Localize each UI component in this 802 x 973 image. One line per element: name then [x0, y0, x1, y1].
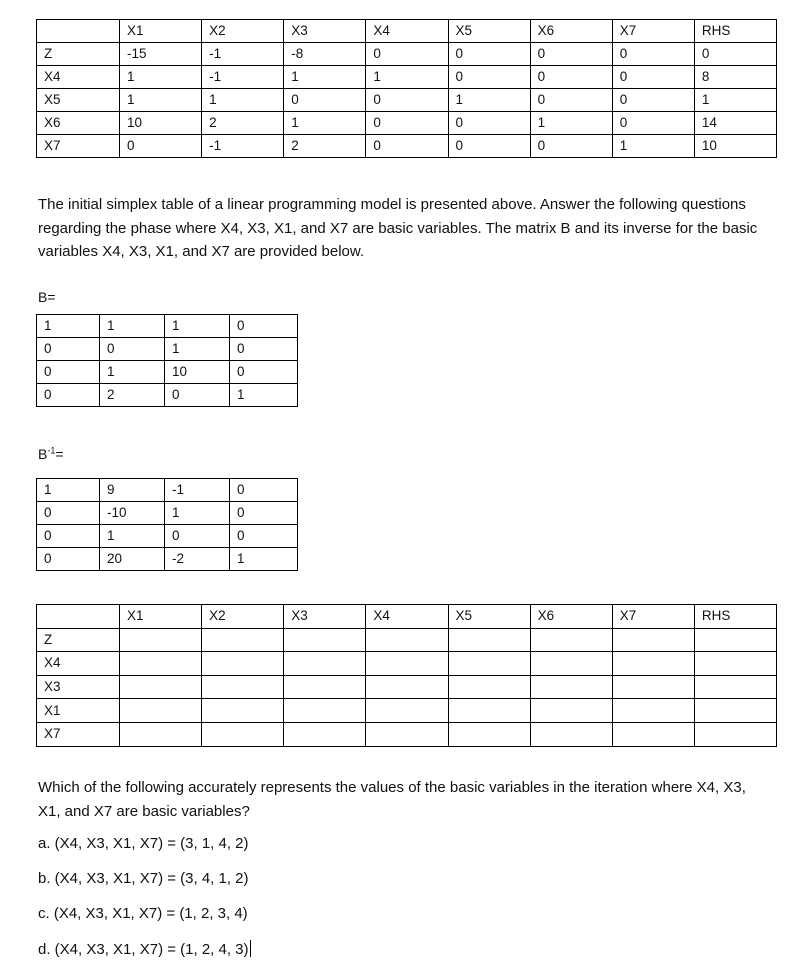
row-label: X3 [37, 675, 120, 699]
matrix-cell: 1 [230, 384, 298, 407]
option-a[interactable]: a. (X4, X3, X1, X7) = (3, 1, 4, 2) [38, 835, 249, 852]
empty-cell [448, 675, 530, 699]
table-cell: -1 [202, 135, 284, 158]
b-inverse-label [38, 446, 64, 462]
table-cell: 1 [284, 112, 366, 135]
row-label: X7 [37, 722, 120, 746]
table-cell: 1 [530, 112, 612, 135]
table-cell: 0 [612, 112, 694, 135]
table-row [37, 628, 777, 652]
b-inverse-matrix-table [36, 478, 298, 571]
empty-cell [694, 675, 776, 699]
matrix-cell: 0 [100, 338, 165, 361]
empty-cell [284, 628, 366, 652]
table-row [37, 43, 777, 66]
empty-cell [612, 628, 694, 652]
matrix-cell: 1 [100, 361, 165, 384]
empty-cell [120, 699, 202, 723]
empty-cell [530, 722, 612, 746]
option-b[interactable]: b. (X4, X3, X1, X7) = (3, 4, 1, 2) [38, 870, 249, 887]
empty-cell [202, 675, 284, 699]
matrix-cell: 20 [100, 548, 165, 571]
empty-cell [448, 722, 530, 746]
empty-cell [448, 628, 530, 652]
empty-cell [448, 699, 530, 723]
empty-cell [202, 652, 284, 676]
table-cell: 8 [694, 66, 776, 89]
header-cell: X5 [448, 20, 530, 43]
table-cell: 0 [366, 89, 448, 112]
matrix-cell: 1 [165, 338, 230, 361]
matrix-cell: -2 [165, 548, 230, 571]
header-cell: X1 [120, 605, 202, 629]
b-inverse-label-exponent: -1 [47, 445, 56, 456]
empty-cell [530, 628, 612, 652]
table-cell: 0 [448, 43, 530, 66]
empty-cell [366, 722, 448, 746]
empty-cell [120, 675, 202, 699]
empty-cell [284, 675, 366, 699]
header-cell: X3 [284, 605, 366, 629]
matrix-cell: 1 [100, 315, 165, 338]
text-cursor [250, 940, 251, 957]
table-cell: 0 [530, 89, 612, 112]
table-cell: -8 [284, 43, 366, 66]
table-row [37, 699, 777, 723]
matrix-cell: 0 [37, 361, 100, 384]
table-cell: 0 [366, 135, 448, 158]
table-row [37, 722, 777, 746]
matrix-cell: 1 [230, 548, 298, 571]
matrix-row [37, 384, 298, 407]
matrix-cell: 1 [165, 502, 230, 525]
option-d[interactable]: d. (X4, X3, X1, X7) = (1, 2, 4, 3) [38, 941, 249, 958]
table-cell: 1 [612, 135, 694, 158]
b-inverse-label-equals: = [55, 446, 64, 462]
header-cell: X3 [284, 20, 366, 43]
header-cell: X4 [366, 605, 448, 629]
empty-cell [694, 722, 776, 746]
empty-cell [366, 652, 448, 676]
table-cell: 0 [448, 112, 530, 135]
matrix-row [37, 338, 298, 361]
table-cell: 0 [448, 66, 530, 89]
table-header-row [37, 605, 777, 629]
matrix-cell: -10 [100, 502, 165, 525]
table-row [37, 652, 777, 676]
target-simplex-table [36, 604, 777, 747]
matrix-cell: 0 [230, 479, 298, 502]
empty-cell [120, 628, 202, 652]
matrix-cell: 0 [230, 315, 298, 338]
empty-cell [284, 699, 366, 723]
table-row [37, 112, 777, 135]
matrix-cell: 0 [37, 548, 100, 571]
b-matrix-label: B= [38, 289, 56, 305]
table-cell: -1 [202, 66, 284, 89]
matrix-cell: 0 [37, 384, 100, 407]
table-cell: 1 [448, 89, 530, 112]
empty-cell [612, 699, 694, 723]
header-cell: X5 [448, 605, 530, 629]
table-cell: 0 [448, 135, 530, 158]
empty-cell [120, 722, 202, 746]
empty-cell [120, 652, 202, 676]
row-label: Z [37, 628, 120, 652]
matrix-cell: 0 [165, 525, 230, 548]
table-cell: 1 [366, 66, 448, 89]
empty-cell [612, 675, 694, 699]
header-cell [37, 20, 120, 43]
empty-cell [202, 722, 284, 746]
table-cell: -1 [202, 43, 284, 66]
empty-cell [530, 652, 612, 676]
table-cell: 0 [120, 135, 202, 158]
table-cell: 0 [530, 135, 612, 158]
matrix-row [37, 315, 298, 338]
matrix-cell: 0 [230, 361, 298, 384]
matrix-cell: 0 [230, 502, 298, 525]
matrix-cell: 0 [165, 384, 230, 407]
header-cell: RHS [694, 605, 776, 629]
table-cell: X5 [37, 89, 120, 112]
table-cell: 1 [120, 66, 202, 89]
matrix-row [37, 502, 298, 525]
table-cell: X6 [37, 112, 120, 135]
empty-cell [202, 628, 284, 652]
table-cell: 0 [530, 66, 612, 89]
empty-cell [448, 652, 530, 676]
empty-cell [694, 652, 776, 676]
table-row [37, 135, 777, 158]
empty-cell [366, 699, 448, 723]
table-cell: -15 [120, 43, 202, 66]
matrix-cell: 1 [165, 315, 230, 338]
table-cell: 0 [694, 43, 776, 66]
matrix-cell: 0 [37, 525, 100, 548]
empty-cell [530, 675, 612, 699]
matrix-cell: 0 [230, 525, 298, 548]
matrix-cell: 1 [37, 315, 100, 338]
matrix-row [37, 361, 298, 384]
matrix-cell: 1 [37, 479, 100, 502]
matrix-row [37, 479, 298, 502]
matrix-row [37, 548, 298, 571]
table-cell: Z [37, 43, 120, 66]
matrix-cell: -1 [165, 479, 230, 502]
empty-cell [202, 699, 284, 723]
table-cell: 1 [694, 89, 776, 112]
matrix-cell: 0 [37, 338, 100, 361]
table-cell: 14 [694, 112, 776, 135]
option-d-line[interactable] [38, 940, 251, 958]
table-cell: 1 [202, 89, 284, 112]
table-cell: 0 [530, 43, 612, 66]
empty-cell [366, 675, 448, 699]
table-cell: 0 [284, 89, 366, 112]
empty-cell [694, 628, 776, 652]
table-cell: 2 [284, 135, 366, 158]
matrix-cell: 9 [100, 479, 165, 502]
empty-cell [366, 628, 448, 652]
table-cell: 10 [120, 112, 202, 135]
table-header-row [37, 20, 777, 43]
matrix-cell: 2 [100, 384, 165, 407]
empty-cell [284, 652, 366, 676]
header-cell: X2 [202, 20, 284, 43]
table-cell: 0 [612, 43, 694, 66]
table-cell: 2 [202, 112, 284, 135]
matrix-cell: 0 [230, 338, 298, 361]
header-cell: X6 [530, 20, 612, 43]
table-cell: 0 [612, 89, 694, 112]
table-cell: X4 [37, 66, 120, 89]
matrix-cell: 1 [100, 525, 165, 548]
empty-cell [612, 652, 694, 676]
initial-simplex-table [36, 19, 777, 158]
table-cell: 0 [366, 112, 448, 135]
header-cell: X4 [366, 20, 448, 43]
option-c[interactable]: c. (X4, X3, X1, X7) = (1, 2, 3, 4) [38, 905, 248, 922]
table-cell: 1 [120, 89, 202, 112]
intro-paragraph: The initial simplex table of a linear programming model is presented above. Answer the following questions regarding the phase where X4, X3, X1, and X7 are basic variables. The matrix B and its inverse for the basic variables X4, X3, X1, and X7 are provided below. [38, 196, 758, 260]
empty-cell [284, 722, 366, 746]
header-cell: X6 [530, 605, 612, 629]
b-inverse-label-base: B [38, 446, 48, 462]
matrix-row [37, 525, 298, 548]
b-matrix-table [36, 314, 298, 407]
empty-cell [530, 699, 612, 723]
question-text: Which of the following accurately represents the values of the basic variables in the iteration where X4, X3, X1, and X7 are basic variables? [38, 779, 746, 820]
table-row [37, 89, 777, 112]
table-cell: 0 [612, 66, 694, 89]
header-cell: RHS [694, 20, 776, 43]
matrix-cell: 10 [165, 361, 230, 384]
table-cell: 10 [694, 135, 776, 158]
header-cell: X7 [612, 605, 694, 629]
header-cell: X7 [612, 20, 694, 43]
table-cell: X7 [37, 135, 120, 158]
matrix-cell: 0 [37, 502, 100, 525]
empty-cell [612, 722, 694, 746]
row-label: X1 [37, 699, 120, 723]
table-cell: 1 [284, 66, 366, 89]
empty-cell [694, 699, 776, 723]
header-cell [37, 605, 120, 629]
header-cell: X1 [120, 20, 202, 43]
table-cell: 0 [366, 43, 448, 66]
row-label: X4 [37, 652, 120, 676]
table-row [37, 66, 777, 89]
header-cell: X2 [202, 605, 284, 629]
table-row [37, 675, 777, 699]
